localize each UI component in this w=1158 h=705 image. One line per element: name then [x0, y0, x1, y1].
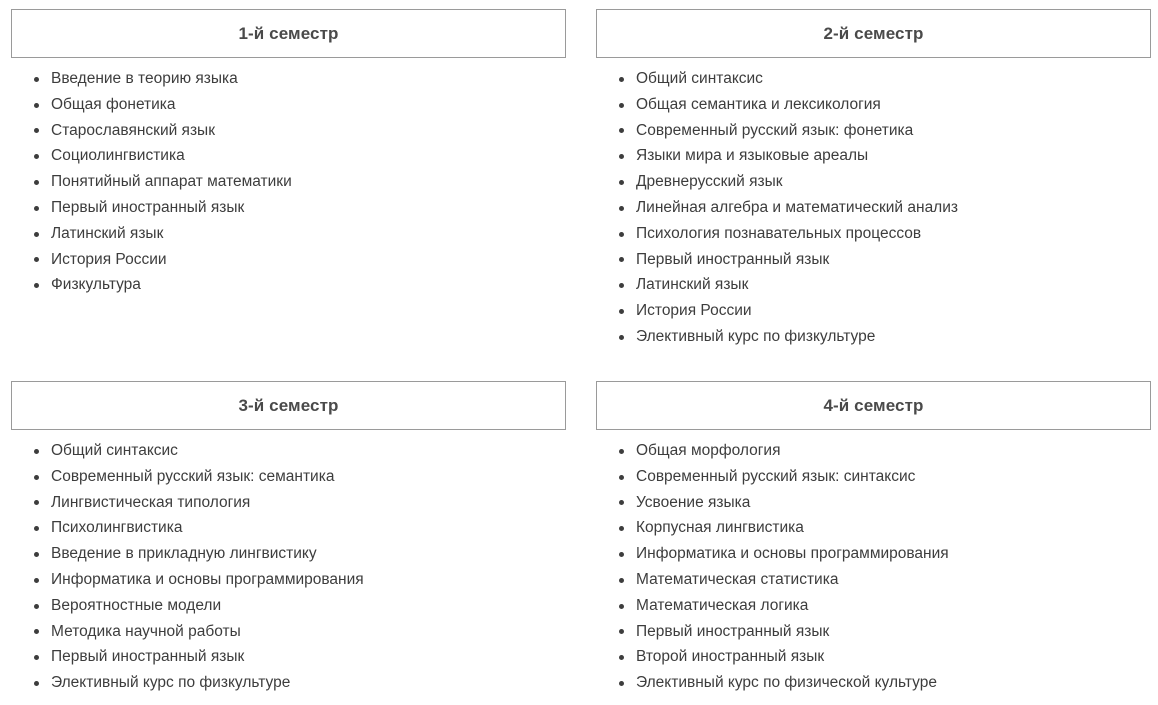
course-list — [596, 438, 1151, 696]
list-item — [11, 247, 566, 273]
semester-title: 4-й семестр — [596, 381, 1151, 430]
course-name: Современный русский язык: фонетика — [636, 121, 914, 139]
list-item — [596, 143, 1151, 169]
list-item — [11, 541, 566, 567]
list-item — [596, 169, 1151, 195]
list-item — [11, 143, 566, 169]
course-name: Математическая статистика — [636, 570, 839, 588]
course-list — [11, 66, 566, 298]
course-name: Первый иностранный язык — [636, 622, 830, 640]
bullet-icon — [34, 77, 39, 82]
course-name: Элективный курс по физкультуре — [51, 674, 291, 692]
list-item — [596, 221, 1151, 247]
bullet-icon — [34, 681, 39, 686]
bullet-icon — [619, 232, 624, 237]
list-item — [11, 490, 566, 516]
list-item — [11, 515, 566, 541]
list-item — [596, 272, 1151, 298]
bullet-icon — [619, 180, 624, 185]
course-list — [11, 438, 566, 696]
list-item — [596, 118, 1151, 144]
list-item — [11, 593, 566, 619]
list-item — [596, 515, 1151, 541]
bullet-icon — [619, 526, 624, 531]
course-name: Элективный курс по физической культуре — [636, 674, 937, 692]
list-item — [596, 464, 1151, 490]
semester-block-4 — [596, 381, 1151, 696]
bullet-icon — [619, 206, 624, 211]
list-item — [596, 670, 1151, 696]
list-item — [11, 619, 566, 645]
semester-title: 1-й семестр — [11, 9, 566, 58]
list-item — [596, 541, 1151, 567]
course-name: Информатика и основы программирования — [636, 545, 949, 563]
bullet-icon — [619, 655, 624, 660]
list-item — [596, 490, 1151, 516]
course-name: Общий синтаксис — [51, 442, 178, 459]
bullet-icon — [619, 604, 624, 609]
course-name: Усвоение языка — [636, 493, 751, 511]
course-name: Языки мира и языковые ареалы — [636, 147, 869, 165]
bullet-icon — [34, 629, 39, 634]
course-name: Первый иностранный язык — [51, 648, 245, 666]
list-item — [596, 324, 1151, 350]
list-item — [596, 644, 1151, 670]
course-name: Введение в теорию языка — [51, 70, 238, 87]
list-item — [596, 438, 1151, 464]
course-name: Методика научной работы — [51, 622, 241, 640]
bullet-icon — [34, 655, 39, 660]
course-name: Корпусная лингвистика — [636, 519, 804, 537]
list-item — [11, 272, 566, 298]
bullet-icon — [619, 309, 624, 314]
bullet-icon — [619, 77, 624, 82]
bullet-icon — [34, 283, 39, 288]
course-name: История России — [636, 302, 752, 320]
bullet-icon — [34, 257, 39, 262]
semester-block-3 — [11, 381, 566, 696]
course-name: Вероятностные модели — [51, 596, 222, 614]
list-item — [11, 567, 566, 593]
list-item — [596, 619, 1151, 645]
course-name: Общий синтаксис — [636, 70, 763, 87]
list-item — [11, 195, 566, 221]
bullet-icon — [34, 500, 39, 505]
bullet-icon — [619, 500, 624, 505]
bullet-icon — [34, 449, 39, 454]
course-name: Психолингвистика — [51, 519, 183, 537]
course-name: Линейная алгебра и математический анализ — [636, 198, 958, 216]
course-name: Латинский язык — [51, 224, 164, 242]
bullet-icon — [34, 526, 39, 531]
list-item — [11, 118, 566, 144]
course-list — [596, 66, 1151, 350]
bullet-icon — [619, 154, 624, 159]
list-item — [596, 298, 1151, 324]
bullet-icon — [34, 103, 39, 108]
list-item — [11, 644, 566, 670]
course-name: Общая морфология — [636, 442, 781, 459]
list-item — [596, 247, 1151, 273]
course-name: Физкультура — [51, 276, 141, 294]
bullet-icon — [619, 681, 624, 686]
course-name: Психология познавательных процессов — [636, 224, 922, 242]
list-item — [596, 567, 1151, 593]
course-name: Введение в прикладную лингвистику — [51, 545, 317, 563]
bullet-icon — [619, 629, 624, 634]
course-name: Современный русский язык: семантика — [51, 467, 335, 485]
bullet-icon — [34, 206, 39, 211]
course-name: Первый иностранный язык — [636, 250, 830, 268]
list-item — [11, 92, 566, 118]
bullet-icon — [619, 103, 624, 108]
course-name: Латинский язык — [636, 276, 749, 294]
list-item — [11, 169, 566, 195]
list-item — [596, 92, 1151, 118]
bullet-icon — [34, 232, 39, 237]
list-item — [11, 464, 566, 490]
bullet-icon — [619, 257, 624, 262]
bullet-icon — [619, 449, 624, 454]
bullet-icon — [34, 578, 39, 583]
course-name: Второй иностранный язык — [636, 648, 825, 666]
bullet-icon — [34, 154, 39, 159]
bullet-icon — [34, 604, 39, 609]
course-name: Общая фонетика — [51, 95, 176, 113]
list-item — [596, 66, 1151, 92]
course-name: Первый иностранный язык — [51, 198, 245, 216]
course-name: История России — [51, 250, 167, 268]
list-item — [596, 593, 1151, 619]
course-name: Математическая логика — [636, 596, 809, 614]
list-item — [596, 195, 1151, 221]
course-name: Элективный курс по физкультуре — [636, 327, 876, 345]
list-item — [11, 670, 566, 696]
bullet-icon — [619, 128, 624, 133]
course-name: Лингвистическая типология — [51, 493, 251, 511]
bullet-icon — [619, 552, 624, 557]
list-item — [11, 438, 566, 464]
bullet-icon — [619, 578, 624, 583]
course-name: Общая семантика и лексикология — [636, 95, 881, 113]
semester-title: 2-й семестр — [596, 9, 1151, 58]
bullet-icon — [619, 335, 624, 340]
bullet-icon — [34, 128, 39, 133]
bullet-icon — [34, 475, 39, 480]
bullet-icon — [619, 283, 624, 288]
bullet-icon — [34, 552, 39, 557]
list-item — [11, 221, 566, 247]
course-name: Информатика и основы программирования — [51, 570, 364, 588]
course-name: Древнерусский язык — [636, 173, 783, 191]
semester-title: 3-й семестр — [11, 381, 566, 430]
course-name: Старославянский язык — [51, 121, 215, 139]
semester-block-1 — [11, 9, 566, 298]
semester-block-2 — [596, 9, 1151, 350]
bullet-icon — [34, 180, 39, 185]
course-name: Современный русский язык: синтаксис — [636, 467, 916, 485]
course-name: Понятийный аппарат математики — [51, 173, 292, 191]
list-item — [11, 66, 566, 92]
bullet-icon — [619, 475, 624, 480]
course-name: Социолингвистика — [51, 147, 185, 165]
